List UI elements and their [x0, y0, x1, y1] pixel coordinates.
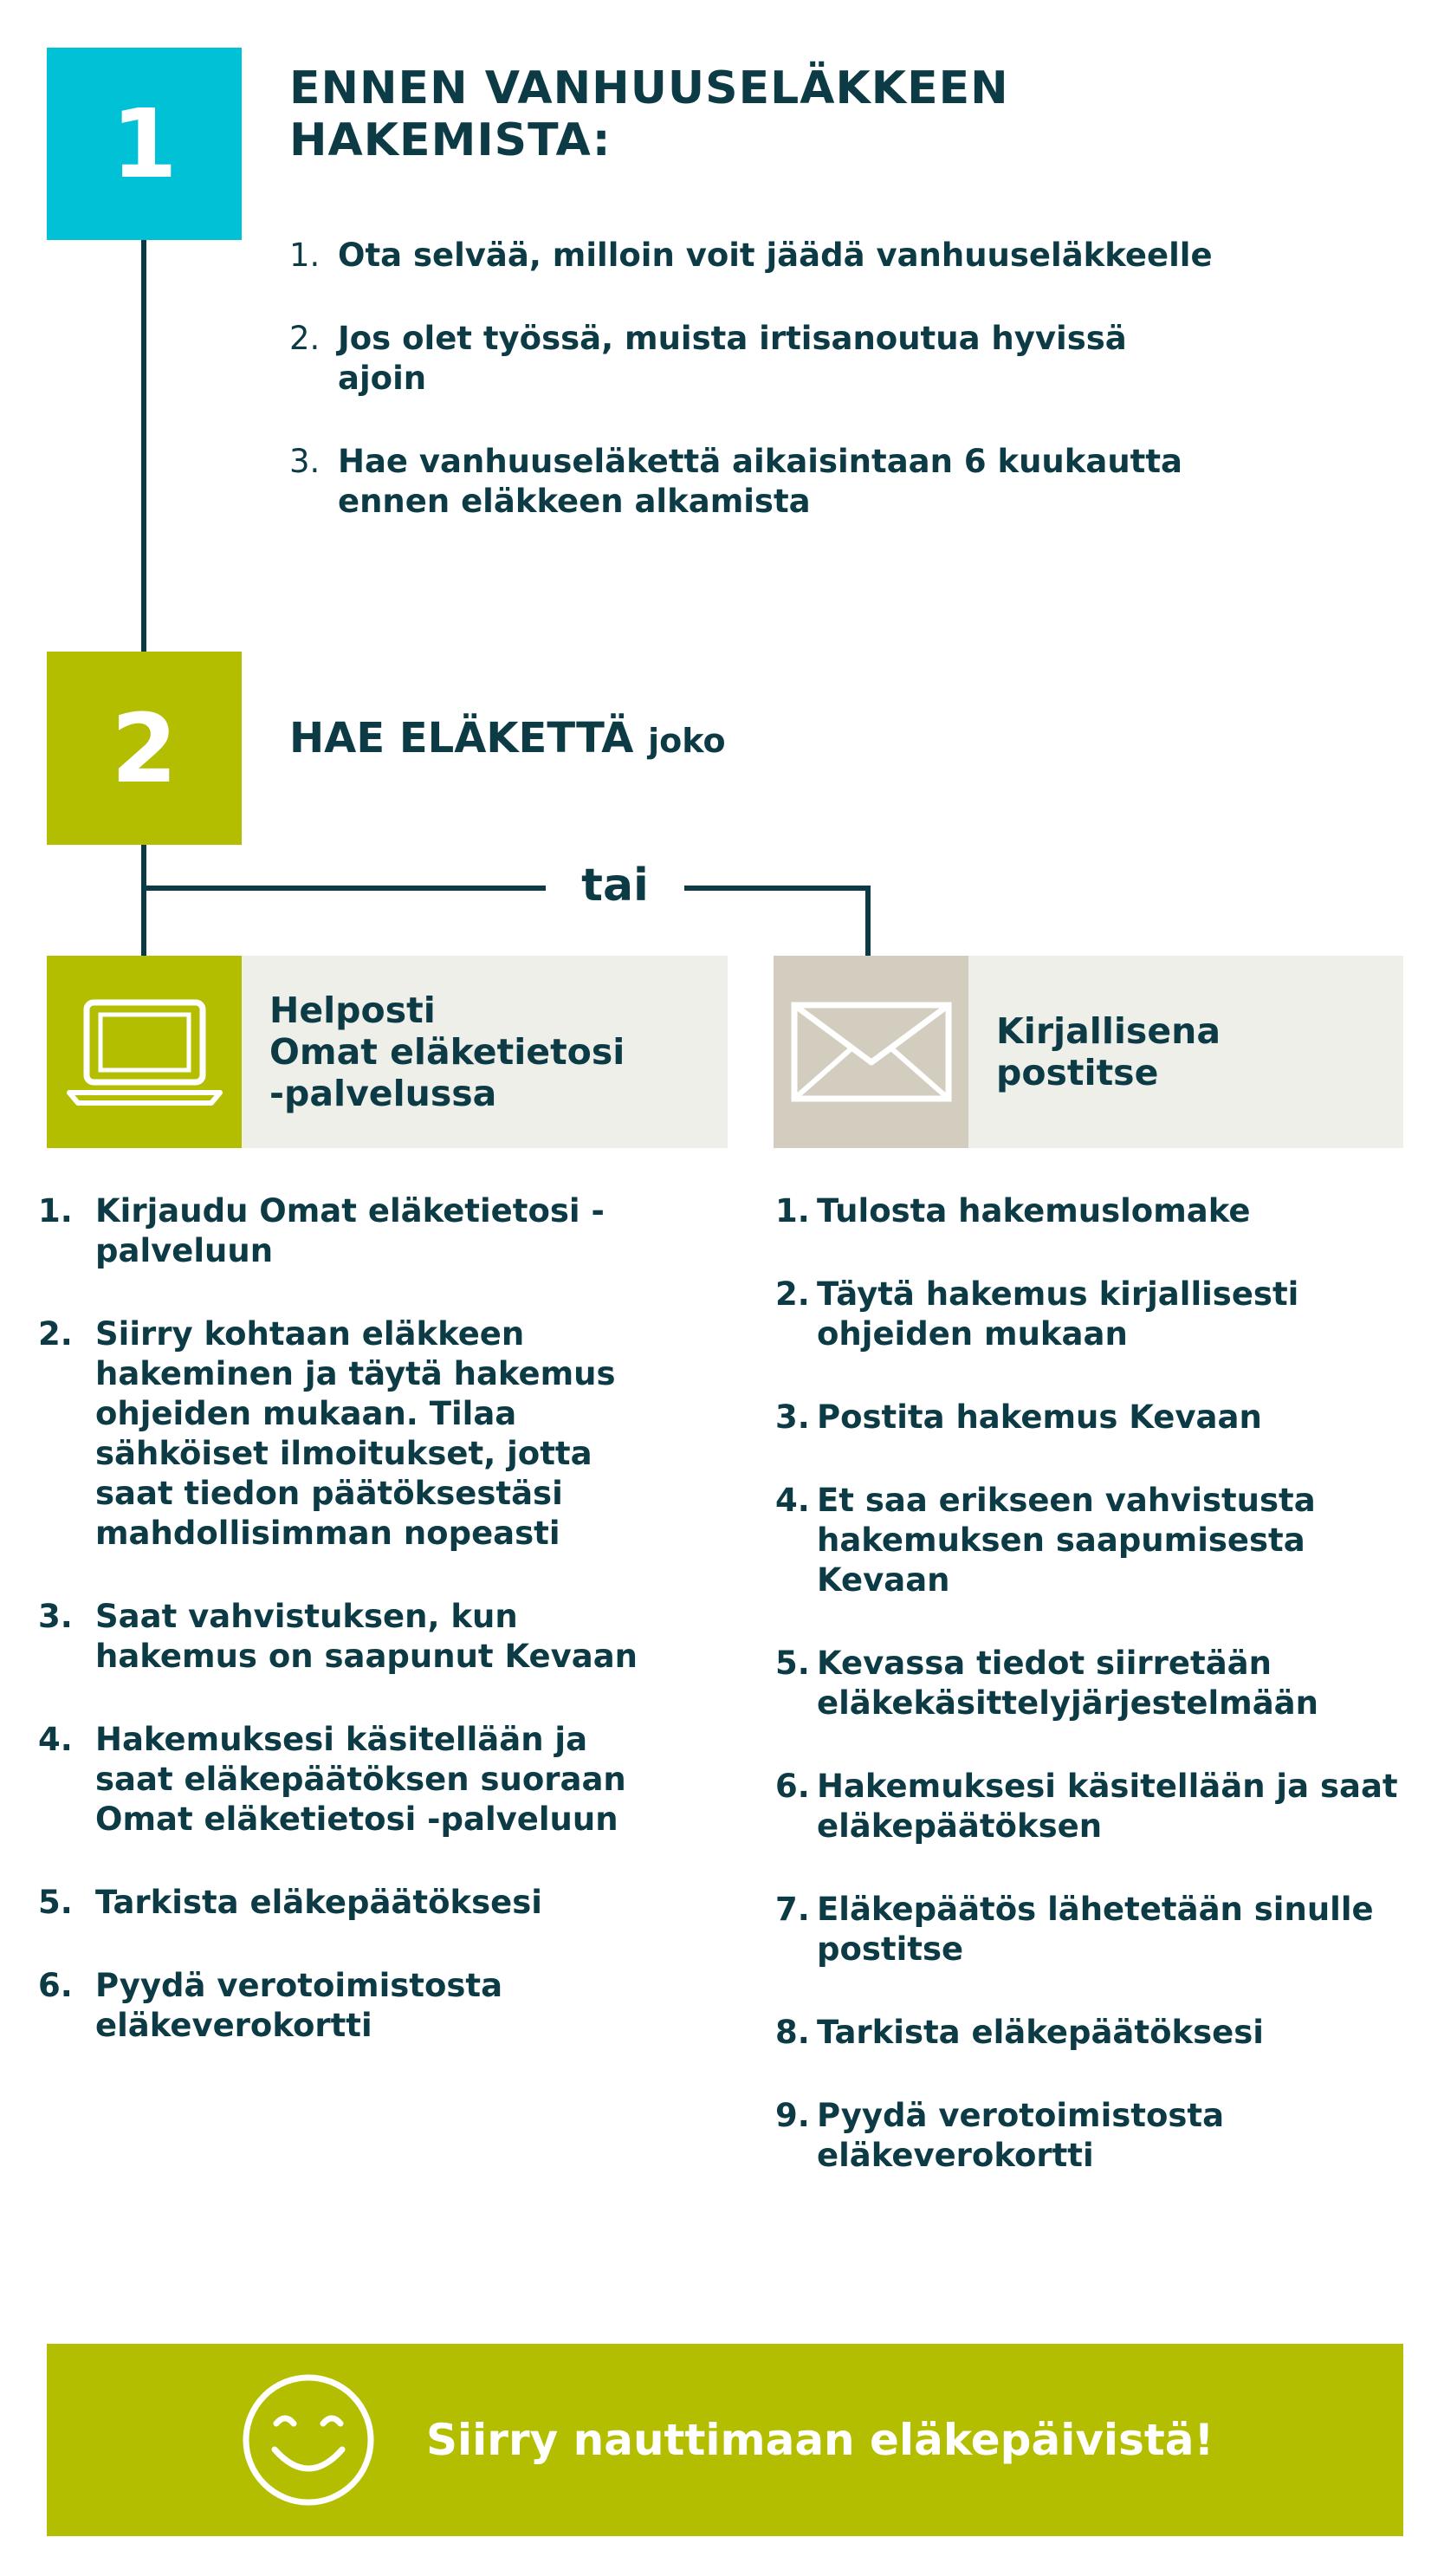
list-item-number: 6. [38, 1967, 73, 2004]
list-item-text: Siirry kohtaan eläkkeen hakeminen ja täytä hakemus ohjeiden mukaan. Tilaa sähköiset ilmoitukset, jotta saat tiedon päätöksestäsi mahdollisimman nopeasti [95, 1315, 616, 1552]
step-2-title-text: HAE ELÄKETTÄ [289, 714, 634, 762]
list-item-number: 8. [775, 2014, 810, 2051]
list-item-number: 4. [38, 1721, 73, 1758]
list-item [775, 1644, 1399, 1723]
list-item [775, 1398, 1399, 1437]
online-heading-line2: Omat eläketietosi [269, 1031, 625, 1073]
mail-steps-list [775, 1191, 1399, 2219]
list-item-text: Eläkepäätös lähetetään sinulle postitse [817, 1891, 1374, 1968]
mail-heading-line2: postitse [996, 1052, 1159, 1093]
mail-icon-cell [774, 956, 968, 1148]
list-item-number: 2. [289, 320, 321, 357]
list-item [289, 442, 1329, 522]
step-1-number: 1 [111, 88, 178, 199]
connector-horizontal-left [141, 886, 546, 891]
step-1-title: ENNEN VANHUUSELÄKKEEN HAKEMISTA: [289, 62, 1009, 166]
list-item-text: Hakemuksesi käsitellään ja saat eläkepäätöksen [817, 1768, 1398, 1845]
step-1-badge [47, 48, 242, 240]
list-item-text: Ota selvää, milloin voit jäädä vanhuuseläkkeelle [338, 237, 1213, 274]
list-item-number: 3. [289, 443, 321, 480]
list-item [775, 1191, 1399, 1231]
list-item-number: 9. [775, 2097, 810, 2134]
list-item-text: Tarkista eläkepäätöksesi [817, 2014, 1264, 2051]
list-item [775, 1890, 1399, 1969]
list-item-text: Et saa erikseen vahvistusta hakemuksen saapumisesta Kevaan [817, 1482, 1316, 1599]
footer-text: Siirry nauttimaan eläkepäivistä! [426, 2415, 1214, 2465]
envelope-icon [789, 1000, 954, 1104]
list-item-number: 3. [38, 1598, 73, 1635]
list-item-number: 5. [38, 1884, 73, 1921]
step-2-title-suffix: joko [648, 722, 726, 760]
step-2-badge [47, 652, 242, 845]
list-item-number: 2. [38, 1315, 73, 1353]
list-item-number: 3. [775, 1398, 810, 1436]
list-item-text: Pyydä verotoimistosta eläkeverokortti [817, 2097, 1225, 2174]
list-item [38, 1314, 662, 1554]
list-item-text: Saat vahvistuksen, kun hakemus on saapunut Kevaan [95, 1598, 638, 1675]
list-item [289, 319, 1329, 399]
list-item [38, 1966, 662, 2046]
list-item-number: 2. [775, 1275, 810, 1313]
list-item-text: Kirjaudu Omat eläketietosi -palveluun [95, 1192, 605, 1269]
connector-vertical-2 [141, 845, 146, 956]
list-item-text: Hae vanhuuseläkettä aikaisintaan 6 kuukautta ennen eläkkeen alkamista [338, 443, 1183, 520]
list-item [38, 1883, 662, 1923]
connector-horizontal-right [684, 886, 871, 891]
list-item [38, 1597, 662, 1677]
connector-vertical-right [865, 886, 871, 956]
list-item-number: 5. [775, 1645, 810, 1682]
list-item [775, 1767, 1399, 1846]
list-item-number: 1. [38, 1192, 73, 1230]
list-item-number: 1. [775, 1192, 810, 1230]
list-item-text: Tarkista eläkepäätöksesi [95, 1884, 542, 1921]
list-item-text: Postita hakemus Kevaan [817, 1398, 1262, 1436]
laptop-icon [62, 996, 227, 1108]
list-item-text: Jos olet työssä, muista irtisanoutua hyvissä ajoin [338, 320, 1127, 397]
list-item-number: 6. [775, 1768, 810, 1805]
list-item-text: Pyydä verotoimistosta eläkeverokortti [95, 1967, 503, 2044]
list-item [289, 236, 1329, 276]
online-steps-list [38, 1191, 662, 2089]
mail-heading-cell [968, 956, 1403, 1148]
list-item [775, 1275, 1399, 1354]
footer-banner [47, 2344, 1403, 2536]
list-item-number: 1. [289, 237, 321, 274]
online-icon-cell [47, 956, 242, 1148]
step-1-list [289, 236, 1329, 565]
list-item-number: 7. [775, 1891, 810, 1928]
list-item-text: Tulosta hakemuslomake [817, 1192, 1251, 1230]
step-2-title [289, 712, 1069, 767]
list-item [38, 1191, 662, 1271]
step-2-number: 2 [111, 692, 178, 804]
list-item [775, 2013, 1399, 2053]
list-item-number: 4. [775, 1482, 810, 1519]
online-heading-line1: Helposti [269, 990, 436, 1031]
online-heading-cell [242, 956, 728, 1148]
list-item-text: Hakemuksesi käsitellään ja saat eläkepäätöksen suoraan Omat eläketietosi -palveluun [95, 1721, 626, 1838]
list-item-text: Täytä hakemus kirjallisesti ohjeiden mukaan [817, 1275, 1299, 1353]
or-label: tai [581, 860, 649, 912]
smiley-icon [242, 2373, 375, 2507]
list-item [775, 2096, 1399, 2176]
mail-heading-line1: Kirjallisena [996, 1010, 1221, 1052]
list-item-text: Kevassa tiedot siirretään eläkekäsittelyjärjestelmään [817, 1645, 1318, 1722]
online-heading-line3: -palvelussa [269, 1073, 497, 1114]
list-item [775, 1481, 1399, 1600]
connector-vertical-1 [141, 240, 146, 652]
list-item [38, 1720, 662, 1840]
